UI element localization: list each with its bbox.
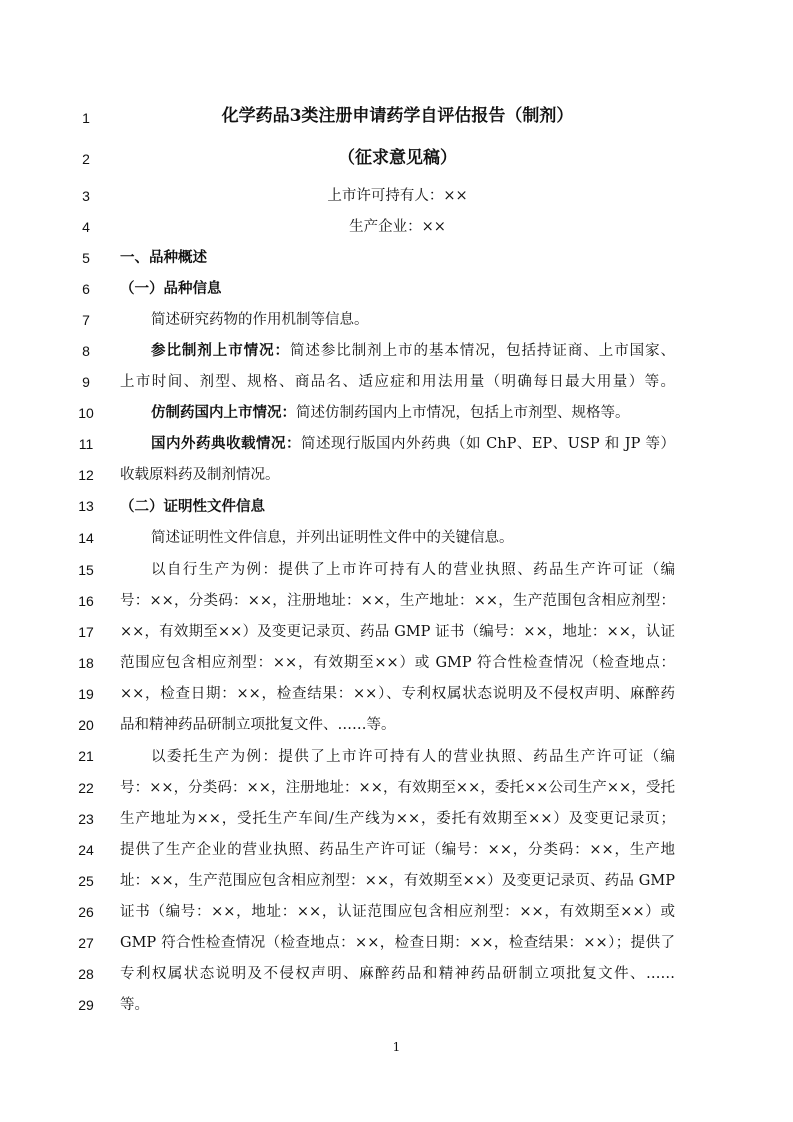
line-number: 27 bbox=[78, 935, 94, 951]
line-number: 4 bbox=[82, 219, 90, 235]
line-number: 13 bbox=[78, 498, 94, 514]
section-heading: 一、品种概述 bbox=[120, 250, 207, 266]
line-number: 17 bbox=[78, 624, 94, 640]
line-number: 24 bbox=[78, 842, 94, 858]
reference-label: 参比制剂上市情况： bbox=[151, 343, 290, 359]
line-number: 8 bbox=[82, 343, 90, 359]
paragraph-line: ××，有效期至××）及变更记录页、药品 GMP 证书（编号：××，地址：××，认证 bbox=[120, 624, 675, 640]
line-number: 12 bbox=[78, 467, 94, 483]
line-number: 10 bbox=[78, 405, 94, 421]
line-number: 3 bbox=[82, 188, 90, 204]
line-number: 21 bbox=[78, 748, 94, 764]
subsection-heading: （一）品种信息 bbox=[120, 281, 222, 297]
paragraph-line: 等。 bbox=[120, 997, 149, 1013]
paragraph-line: 证书（编号：××，地址：××，认证范围应包含相应剂型：××，有效期至××）或 bbox=[120, 904, 675, 920]
reference-text: 简述参比制剂上市的基本情况，包括持证商、上市国家、 bbox=[289, 343, 675, 359]
paragraph-line: 以委托生产为例：提供了上市许可持有人的营业执照、药品生产许可证（编 bbox=[151, 749, 675, 765]
paragraph-line: 提供了生产企业的营业执照、药品生产许可证（编号：××，分类码：××，生产地 bbox=[120, 842, 675, 858]
paragraph-line: 号：××，分类码：××，注册地址：××，有效期至××，委托××公司生产××，受托 bbox=[120, 780, 675, 796]
producer-line: 生产企业：×× bbox=[349, 219, 446, 235]
paragraph-line: 品和精神药品研制立项批复文件、……等。 bbox=[120, 717, 396, 733]
holder-line: 上市许可持有人：×× bbox=[327, 188, 468, 204]
line-number: 23 bbox=[78, 811, 94, 827]
line-number: 29 bbox=[78, 997, 94, 1013]
line-number: 14 bbox=[78, 530, 94, 546]
pharmacopeia-text: 简述现行版国内外药典（如 ChP、EP、USP 和 JP 等） bbox=[301, 436, 675, 452]
line-number: 19 bbox=[78, 686, 94, 702]
paragraph-line: 生产地址为××，受托生产车间/生产线为××，委托有效期至××）及变更记录页； bbox=[120, 811, 675, 827]
page-number: 1 bbox=[392, 1040, 401, 1054]
subsection-heading: （二）证明性文件信息 bbox=[120, 499, 265, 515]
pharmacopeia-label: 国内外药典收载情况： bbox=[151, 436, 302, 452]
line-number: 1 bbox=[82, 110, 90, 126]
line-number: 7 bbox=[82, 312, 90, 328]
line-number: 28 bbox=[78, 966, 94, 982]
paragraph-line: ××，检查日期：××，检查结果：××）、专利权属状态说明及不侵权声明、麻醉药 bbox=[120, 686, 675, 702]
line-number: 11 bbox=[78, 436, 94, 452]
line-number: 22 bbox=[78, 780, 94, 796]
line-number: 9 bbox=[82, 374, 90, 390]
paragraph-reference bbox=[151, 341, 675, 361]
paragraph-line: 收载原料药及制剂情况。 bbox=[120, 467, 280, 483]
paragraph-line: GMP 符合性检查情况（检查地点：××，检查日期：××，检查结果：××）；提供了 bbox=[120, 935, 675, 951]
line-number: 6 bbox=[82, 281, 90, 297]
line-number: 16 bbox=[78, 593, 94, 609]
line-number: 20 bbox=[78, 717, 94, 733]
paragraph-cert: 简述证明性文件信息，并列出证明性文件中的关键信息。 bbox=[151, 530, 514, 546]
generic-label: 仿制药国内上市情况： bbox=[151, 405, 296, 421]
paragraph-pharmacopeia bbox=[151, 434, 675, 454]
line-number: 26 bbox=[78, 904, 94, 920]
generic-text: 简述仿制药国内上市情况，包括上市剂型、规格等。 bbox=[296, 405, 630, 421]
document-subtitle: （征求意见稿） bbox=[338, 148, 457, 168]
paragraph-line: 上市时间、剂型、规格、商品名、适应症和用法用量（明确每日最大用量）等。 bbox=[120, 374, 675, 390]
paragraph-line: 号：××，分类码：××，注册地址：××，生产地址：××，生产范围包含相应剂型： bbox=[120, 593, 675, 609]
paragraph-line: 址：××，生产范围应包含相应剂型：××，有效期至××）及变更记录页、药品 GMP bbox=[120, 873, 675, 889]
line-number: 15 bbox=[78, 562, 94, 578]
paragraph-generic bbox=[151, 403, 675, 423]
document-title: 化学药品3类注册申请药学自评估报告（制剂） bbox=[221, 106, 574, 126]
paragraph-line: 以自行生产为例：提供了上市许可持有人的营业执照、药品生产许可证（编 bbox=[151, 562, 675, 578]
line-number: 25 bbox=[78, 873, 94, 889]
paragraph-mechanism: 简述研究药物的作用机制等信息。 bbox=[151, 312, 369, 328]
line-number: 5 bbox=[82, 250, 90, 266]
paragraph-line: 范围应包含相应剂型：××，有效期至××）或 GMP 符合性检查情况（检查地点： bbox=[120, 655, 675, 671]
line-number: 2 bbox=[82, 151, 90, 167]
paragraph-line: 专利权属状态说明及不侵权声明、麻醉药品和精神药品研制立项批复文件、…… bbox=[120, 966, 675, 982]
line-number: 18 bbox=[78, 655, 94, 671]
